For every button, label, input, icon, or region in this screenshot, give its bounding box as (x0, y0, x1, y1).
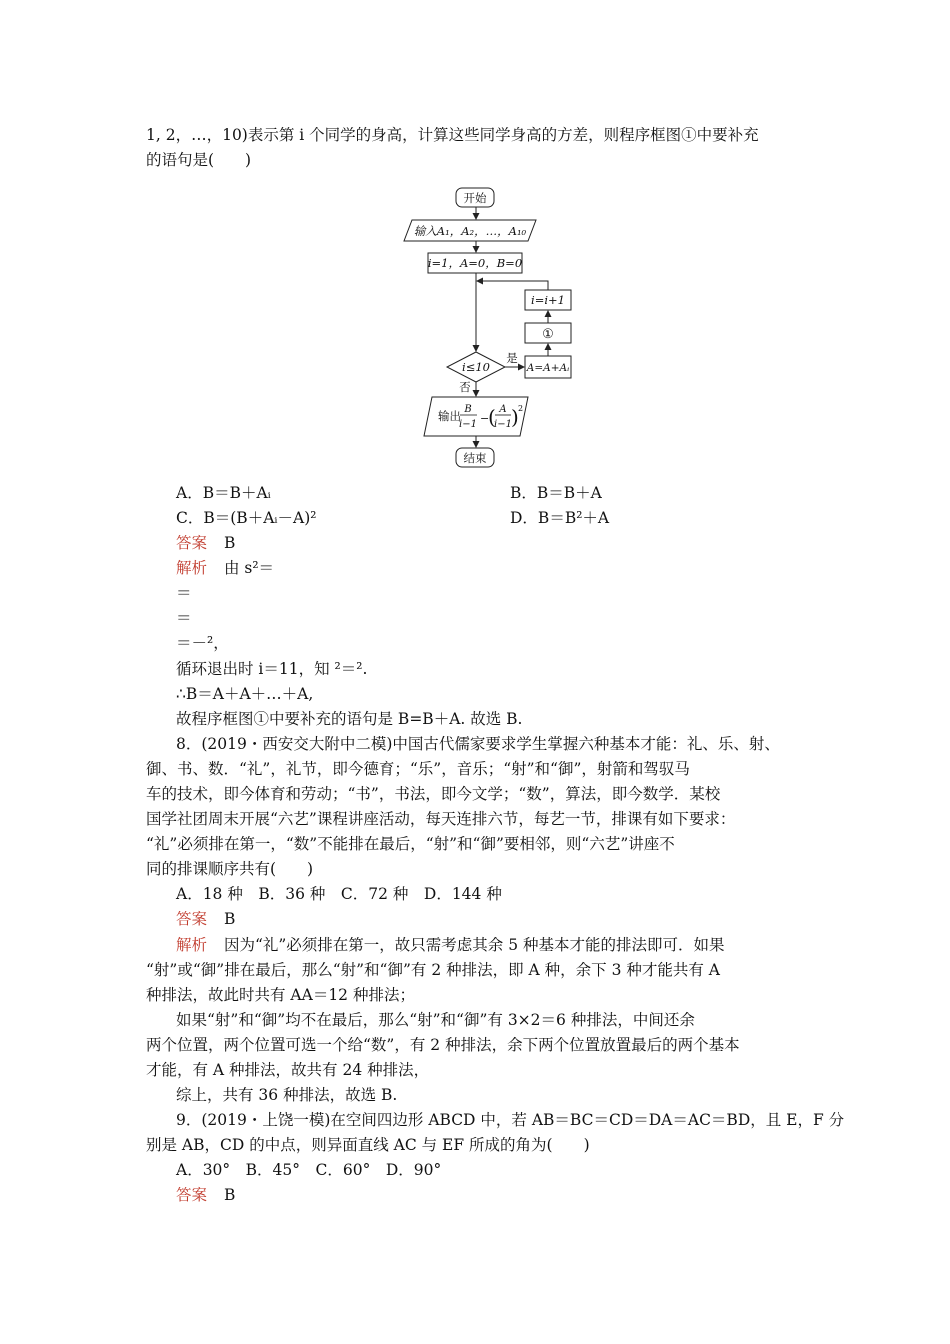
q7-option-a: A．B＝B＋Aᵢ (176, 484, 271, 502)
q7-option-b: B．B＝B＋A (510, 484, 602, 502)
q9-options: A．30° B．45° C．60° D．90° (176, 1161, 442, 1179)
answer-label: 答案 (176, 1186, 208, 1204)
analysis-label: 解析 (176, 559, 208, 577)
q8-line-6: 同的排课顺序共有( ) (146, 860, 314, 878)
no-label: 否 (459, 380, 471, 394)
q7-option-c: C．B＝(B＋Aᵢ－A)² (176, 509, 317, 527)
q8-analysis-1: 因为“礼”必须排在第一，故只需考虑其余 5 种基本才能的排法即可．如果 (223, 936, 725, 954)
init-label: i=1，A=0，B=0 (427, 256, 523, 270)
q8-line-2: 御、书、数．“礼”，礼节，即今德育；“乐”，音乐；“射”和“御”，射箭和驾驭马 (146, 760, 690, 778)
condition-label: i≤10 (462, 360, 490, 374)
q7-answer-row (176, 532, 235, 554)
q8-line-4: 国学社团周末开展“六艺”课程讲座活动，每天连排六节，每艺一节，排课有如下要求： (146, 810, 736, 828)
answer-label: 答案 (176, 910, 208, 928)
svg-text:(: ( (488, 405, 496, 429)
q9-line-1: 9．(2019・上饶一模)在空间四边形 ABCD 中，若 AB＝BC＝CD＝DA＝AC＝BD，且 E，F 分 (176, 1111, 845, 1129)
yes-label: 是 (506, 351, 518, 365)
q8-analysis-7: 综上，共有 36 种排法，故选 B. (176, 1086, 398, 1104)
increment-label: i=i+1 (531, 293, 565, 307)
q7-analysis-row (176, 557, 274, 579)
q8-analysis-2: “射”或“御”排在最后，那么“射”和“御”有 2 种排法，即 A 种，余下 3 种才能共有 A (146, 961, 720, 979)
question-intro-line-1: 1, 2，…，10)表示第 i 个同学的身高，计算这些同学身高的方差，则程序框图①中要补充 (146, 126, 759, 144)
svg-text:−: − (480, 412, 490, 425)
analysis-step-5: 循环退出时 i＝11，知 ²＝². (176, 660, 368, 678)
analysis-label: 解析 (176, 936, 208, 954)
q9-answer-row (176, 1184, 235, 1206)
output-expr-a: A (499, 404, 507, 415)
output-label: 输出 (438, 409, 461, 423)
analysis-step-3: ＝ (176, 609, 192, 627)
answer-label: 答案 (176, 534, 208, 552)
svg-text:): ) (511, 405, 519, 429)
output-expr-den-2: i−1 (494, 419, 512, 430)
analysis-step-1: 由 s²＝ (223, 559, 275, 577)
input-label: 输入A₁，A₂，…，A₁₀ (413, 224, 527, 238)
q8-line-5: “礼”必须排在第一，“数”不能排在最后，“射”和“御”要相邻，则“六艺”讲座不 (146, 835, 675, 853)
analysis-step-2: ＝ (176, 584, 192, 602)
q9-line-2: 别是 AB，CD 的中点，则异面直线 AC 与 EF 所成的角为( ) (146, 1136, 590, 1154)
output-expr-b: B (464, 404, 472, 415)
q8-analysis-4: 如果“射”和“御”均不在最后，那么“射”和“御”有 3×2＝6 种排法，中间还余 (176, 1011, 695, 1029)
analysis-step-6: ∴B＝A＋A＋…＋A, (176, 685, 314, 703)
q8-analysis-3: 种排法，故此时共有 AA＝12 种排法； (146, 986, 415, 1004)
start-label: 开始 (463, 191, 487, 205)
svg-text:2: 2 (518, 404, 524, 413)
flowchart (0, 0, 950, 480)
answer-value: B (223, 910, 236, 928)
q8-analysis-row (176, 934, 725, 956)
end-label: 结束 (463, 451, 487, 465)
analysis-step-4: ＝－²， (176, 634, 229, 652)
accumulate-label: A=A+Aᵢ (526, 362, 570, 374)
q7-option-d: D．B＝B²＋A (510, 509, 610, 527)
question-intro-line-2: 的语句是( ) (146, 151, 252, 169)
answer-value: B (223, 1186, 236, 1204)
q8-analysis-5: 两个位置，两个位置可选一个给“数”，有 2 种排法，余下两个位置放置最后的两个基本 (146, 1036, 740, 1054)
q8-line-1: 8．(2019・西安交大附中二模)中国古代儒家要求学生掌握六种基本才能：礼、乐、射、 (176, 735, 780, 753)
q8-answer-row (176, 908, 235, 930)
output-expr-den-1: i−1 (459, 419, 477, 430)
blank-step-label: ① (542, 327, 554, 342)
q8-line-3: 车的技术，即今体育和劳动；“书”，书法，即今文学；“数”，算法，即今数学．某校 (146, 785, 721, 803)
analysis-step-7: 故程序框图①中要补充的语句是 B=B＋A. 故选 B. (176, 710, 523, 728)
answer-value: B (223, 534, 236, 552)
q8-analysis-6: 才能，有 A 种排法，故共有 24 种排法， (146, 1061, 430, 1079)
q8-options: A．18 种 B．36 种 C．72 种 D．144 种 (176, 885, 502, 903)
